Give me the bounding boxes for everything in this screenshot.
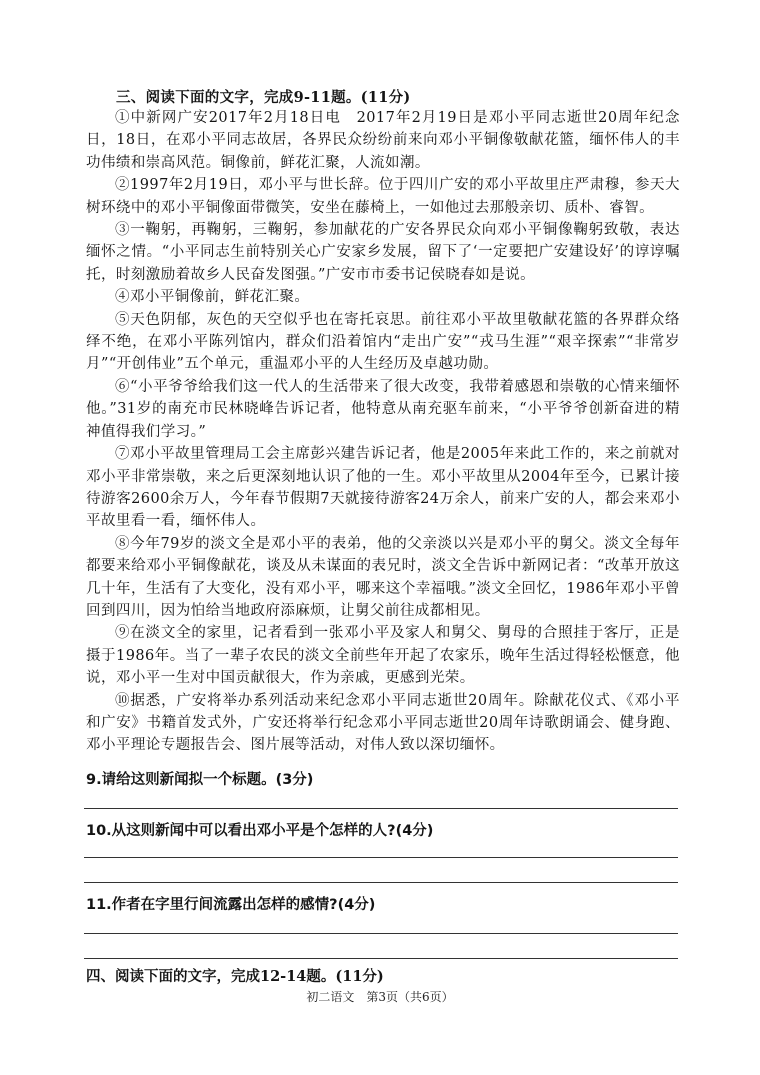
paragraph-6: ⑥“小平爷爷给我们这一代人的生活带来了很大改变，我带着感恩和崇敬的心情来缅怀他。”31岁的南充市民林晓峰告诉记者，他特意从南充驱车前来，“小平爷爷创新奋进的精神值得我们学习。” (86, 378, 680, 440)
question-9: 9.请给这则新闻拟一个标题。(3分) (86, 772, 314, 788)
paragraph-2: ②1997年2月19日，邓小平与世长辞。位于四川广安的邓小平故里庄严肃穆，参天大树环绕中的邓小平铜像面带微笑，安坐在藤椅上，一如他过去那般亲切、质朴、睿智。 (86, 177, 680, 216)
paragraph-10: ⑩据悉，广安将举办系列活动来纪念邓小平同志逝世20周年。除献花仪式、《邓小平和广安》书籍首发式外，广安还将举行纪念邓小平同志逝世20周年诗歌朗诵会、健身跑、邓小平理论专题报告会、图片展等活动，对伟人致以深切缅怀。 (86, 692, 680, 754)
paragraph-5: ⑤天色阴郁，灰色的天空似乎也在寄托哀思。前往邓小平故里敬献花篮的各界群众络绎不绝，在邓小平陈列馆内，群众们沿着馆内“走出广安”“戎马生涯”“艰辛探索”“非常岁月”“开创伟业”五个单元，重温邓小平的人生经历及卓越功勋。 (86, 311, 680, 373)
answer-line[interactable] (84, 857, 678, 858)
paragraph-3: ③一鞠躬，再鞠躬，三鞠躬，参加献花的广安各界民众向邓小平铜像鞠躬致敬，表达缅怀之情。“小平同志生前特别关心广安家乡发展，留下了‘一定要把广安建设好’的谆谆嘱托，时刻激励着故乡人民奋发图强。”广安市市委书记侯晓春如是说。 (86, 222, 680, 283)
news-passage (86, 107, 680, 757)
section-three-title: 三、阅读下面的文字，完成9-11题。(11分) (116, 89, 411, 106)
paragraph-8: ⑧今年79岁的淡文全是邓小平的表弟，他的父亲淡以兴是邓小平的舅父。淡文全每年都要来给邓小平铜像献花，谈及从未谋面的表兄时，淡文全告诉中新网记者：“改革开放这几十年，生活有了大变化，没有邓小平，哪来这个幸福哦。”淡文全回忆，1986年邓小平曾回到四川，因为怕给当地政府添麻烦，让舅父前往成都相见。 (86, 535, 680, 619)
answer-line[interactable] (84, 808, 678, 809)
paragraph-1: ①中新网广安2017年2月18日电 2017年2月19日是邓小平同志逝世20周年纪念日，18日，在邓小平同志故居，各界民众纷纷前来向邓小平铜像敬献花篮，缅怀伟人的丰功伟绩和崇高风范。铜像前，鲜花汇聚，人流如潮。 (86, 110, 680, 171)
question-11: 11.作者在字里行间流露出怎样的感情?(4分) (86, 897, 376, 913)
answer-line[interactable] (84, 933, 678, 934)
question-10: 10.从这则新闻中可以看出邓小平是个怎样的人?(4分) (86, 823, 434, 839)
paragraph-9: ⑨在淡文全的家里，记者看到一张邓小平及家人和舅父、舅母的合照挂于客厅，正是摄于1986年。当了一辈子农民的淡文全前些年开起了农家乐，晚年生活过得轻松惬意，他说，邓小平一生对中国贡献很大，作为亲戚，更感到光荣。 (86, 625, 680, 687)
answer-line[interactable] (84, 882, 678, 883)
paragraph-4: ④邓小平铜像前，鲜花汇聚。 (115, 289, 310, 306)
paragraph-7: ⑦邓小平故里管理局工会主席彭兴建告诉记者，他是2005年来此工作的，来之前就对邓小平非常崇敬，来之后更深刻地认识了他的一生。邓小平故里从2004年至今，已累计接待游客2600余万人，今年春节假期7天就接待游客24万余人，前来广安的人，都会来邓小平故里看一看，缅怀伟人。 (86, 446, 680, 530)
answer-line[interactable] (84, 958, 678, 959)
page-footer: 初二语文 第3页（共6页） (306, 990, 454, 1004)
section-four-title: 四、阅读下面的文字，完成12-14题。(11分) (86, 968, 384, 985)
